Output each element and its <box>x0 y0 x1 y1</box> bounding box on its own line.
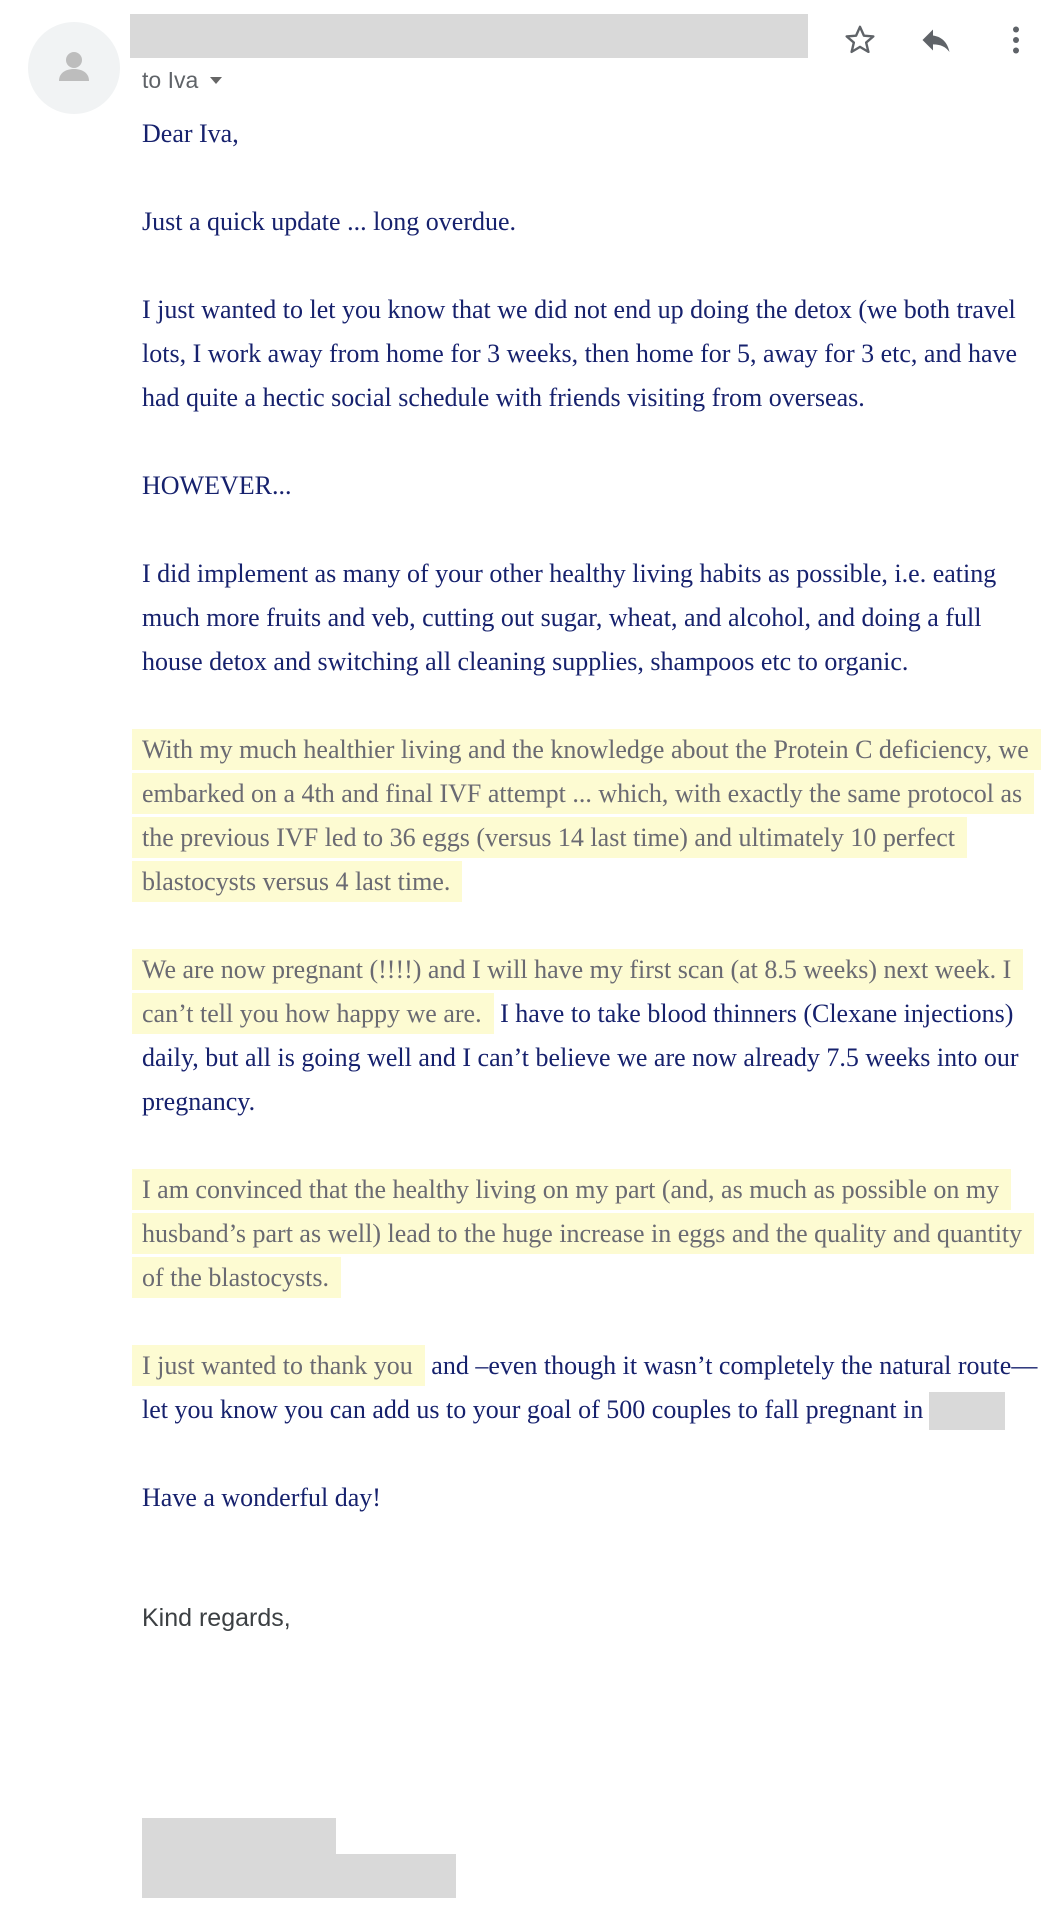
highlighted-text: With my much healthier living and the knowledge about the Protein C deficiency, we embarked on a 4th and final IVF attempt ... which, with exactly the same protocol as the previous IVF led to 36 eggs (versus 14 last time) and ultimately 10 perfect blastocysts versus 4 last time. <box>132 729 1041 902</box>
paragraph-habits: I did implement as many of your other healthy living habits as possible, i.e. eating much more fruits and veb, cutting out sugar, wheat, and alcohol, and doing a full house detox and switching all cleaning supplies, shampoos etc to organic. <box>142 559 997 676</box>
star-button[interactable] <box>838 18 882 62</box>
recipient-line <box>142 62 222 98</box>
more-options-button[interactable] <box>994 18 1038 62</box>
paragraph-ivf <box>142 728 1042 904</box>
paragraph-thanks <box>142 1344 1042 1432</box>
paragraph-detox: I just wanted to let you know that we did not end up doing the detox (we both travel lots, I work away from home for 3 weeks, then home for 5, away for 3 etc, and have had quite a hectic social schedule with friends visiting from overseas. <box>142 295 1018 412</box>
highlighted-text: We are now pregnant (!!!!) and I will have my first scan (at 8.5 weeks) next week. I can’t tell you how happy we are. <box>132 949 1023 1034</box>
recipient-label: to Iva <box>142 66 199 93</box>
email-body <box>142 112 1042 1640</box>
highlighted-text: I am convinced that the healthy living on my part (and, as much as possible on my husband’s part as well) lead to the huge increase in eggs and the quality and quantity of the blastocysts. <box>132 1169 1034 1298</box>
chevron-down-icon[interactable] <box>210 77 222 84</box>
sender-name-redaction <box>130 14 808 58</box>
paragraph-intro: Just a quick update ... long overdue. <box>142 207 517 236</box>
paragraph-farewell: Have a wonderful day! <box>142 1483 381 1512</box>
more-vert-icon <box>998 22 1034 58</box>
paragraph-however: HOWEVER... <box>142 471 292 500</box>
sender-avatar[interactable] <box>28 22 120 114</box>
signature-redaction <box>142 1818 336 1858</box>
closing: Kind regards, <box>142 1604 291 1632</box>
person-icon <box>28 22 120 114</box>
highlighted-text: I just wanted to thank you <box>132 1345 425 1386</box>
signature-redaction <box>142 1854 456 1898</box>
paragraph-convinced <box>142 1168 1042 1300</box>
star-icon <box>842 22 878 58</box>
greeting: Dear Iva, <box>142 119 239 148</box>
paragraph-text: and –even though it wasn’t completely the natural route—let you know you can add us to your goal of 500 couples to fall pregnant in <box>142 1351 1038 1424</box>
reply-button[interactable] <box>914 18 958 62</box>
paragraph-text: I have to take blood thinners (Clexane injections) daily, but all is going well and I can’t believe we are now already 7.5 weeks into our pregnancy. <box>142 999 1019 1116</box>
location-redaction <box>929 1392 1005 1430</box>
reply-icon <box>918 22 954 58</box>
paragraph-pregnant <box>142 948 1042 1124</box>
